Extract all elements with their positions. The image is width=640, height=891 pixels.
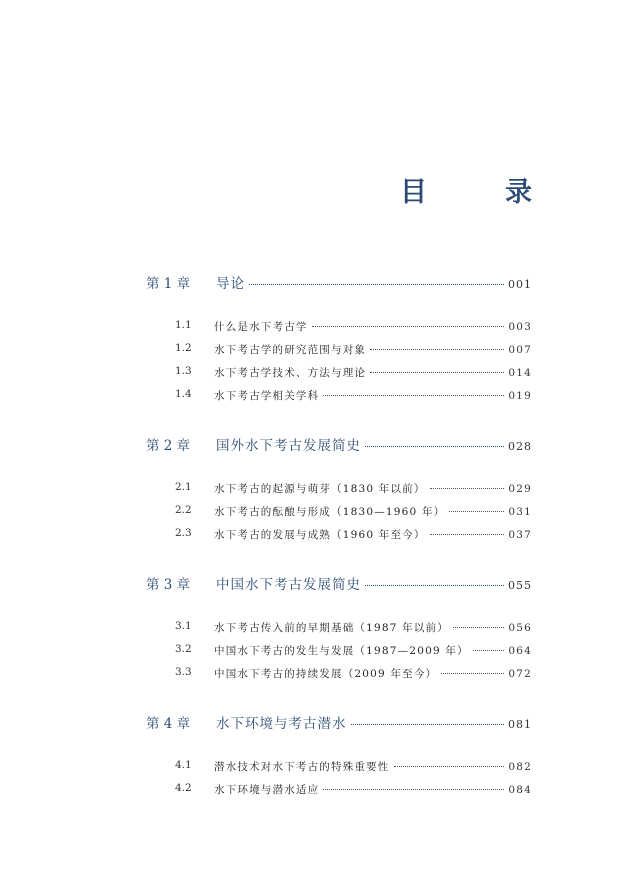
section-number: 3.1 — [175, 620, 192, 632]
section-line — [214, 782, 532, 797]
chapter-title: 中国水下考古发展简史 — [216, 577, 361, 593]
page-number: 037 — [508, 529, 532, 541]
chapter-number: 第 3 章 — [146, 577, 191, 593]
dot-leader — [249, 283, 504, 285]
section-line — [214, 620, 532, 635]
section-number: 4.2 — [175, 782, 192, 794]
page-number: 082 — [508, 761, 532, 773]
dot-leader — [473, 649, 505, 651]
section-title: 水下环境与潜水适应 — [214, 784, 320, 796]
page-number: 028 — [508, 440, 532, 453]
page-number: 003 — [508, 321, 532, 333]
section-number: 1.2 — [175, 342, 192, 354]
section-line — [214, 666, 532, 681]
page-number: 055 — [508, 579, 532, 592]
chapter-line — [216, 573, 532, 593]
chapter-number: 第 4 章 — [146, 716, 191, 732]
section-number: 2.2 — [175, 504, 192, 516]
page-number: 014 — [508, 367, 532, 379]
section-line — [214, 388, 532, 403]
dot-leader — [323, 788, 504, 790]
section-number: 2.3 — [175, 527, 192, 539]
section-number: 4.1 — [175, 759, 192, 771]
page-number: 029 — [508, 483, 532, 495]
section-line — [214, 319, 532, 334]
chapter-number: 第 2 章 — [146, 438, 191, 454]
section-line — [214, 504, 532, 519]
chapter-line — [216, 434, 532, 454]
section-number: 3.2 — [175, 643, 192, 655]
section-title: 水下考古传入前的早期基础（1987 年以前） — [214, 622, 449, 634]
section-line — [214, 481, 532, 496]
dot-leader — [365, 445, 504, 447]
page-number: 064 — [508, 645, 532, 657]
section-title: 水下考古学相关学科 — [214, 390, 320, 402]
page-number: 019 — [508, 390, 532, 402]
section-number: 3.3 — [175, 666, 192, 678]
section-number: 2.1 — [175, 481, 192, 493]
chapter-title: 国外水下考古发展简史 — [216, 438, 361, 454]
section-line — [214, 759, 532, 774]
page-number: 084 — [508, 784, 532, 796]
page-number: 056 — [508, 622, 532, 634]
page-title-char-2: 录 — [505, 177, 532, 208]
dot-leader — [453, 626, 504, 628]
section-number: 1.4 — [175, 388, 192, 400]
dot-leader — [312, 325, 505, 327]
section-title: 水下考古的起源与萌芽（1830 年以前） — [214, 483, 426, 495]
chapter-title: 水下环境与考古潜水 — [216, 716, 347, 732]
section-line — [214, 643, 532, 658]
page-title-char-1: 目 — [400, 177, 427, 208]
page-number: 081 — [508, 718, 532, 731]
dot-leader — [441, 672, 504, 674]
chapter-number: 第 1 章 — [146, 276, 191, 292]
section-number: 1.1 — [175, 319, 192, 331]
page-number: 007 — [508, 344, 532, 356]
page-title — [400, 170, 532, 209]
page-number: 001 — [508, 278, 532, 291]
dot-leader — [430, 487, 505, 489]
dot-leader — [365, 584, 504, 586]
section-title: 水下考古学技术、方法与理论 — [214, 367, 367, 379]
section-title: 中国水下考古的发生与发展（1987—2009 年） — [214, 645, 469, 657]
section-title: 水下考古的酝酿与形成（1830—1960 年） — [214, 506, 446, 518]
page-number: 072 — [508, 668, 532, 680]
section-line — [214, 527, 532, 542]
page-number: 031 — [508, 506, 532, 518]
dot-leader — [351, 723, 505, 725]
section-title: 潜水技术对水下考古的特殊重要性 — [214, 761, 390, 773]
dot-leader — [430, 533, 505, 535]
dot-leader — [323, 394, 504, 396]
section-title: 什么是水下考古学 — [214, 321, 308, 333]
dot-leader — [449, 510, 504, 512]
section-line — [214, 365, 532, 380]
dot-leader — [394, 765, 505, 767]
dot-leader — [370, 371, 504, 373]
section-line — [214, 342, 532, 357]
section-title: 中国水下考古的持续发展（2009 年至今） — [214, 668, 438, 680]
section-title: 水下考古学的研究范围与对象 — [214, 344, 367, 356]
chapter-title: 导论 — [216, 276, 245, 292]
chapter-line — [216, 272, 532, 292]
chapter-line — [216, 712, 532, 732]
section-number: 1.3 — [175, 365, 192, 377]
section-title: 水下考古的发展与成熟（1960 年至今） — [214, 529, 426, 541]
dot-leader — [370, 348, 504, 350]
